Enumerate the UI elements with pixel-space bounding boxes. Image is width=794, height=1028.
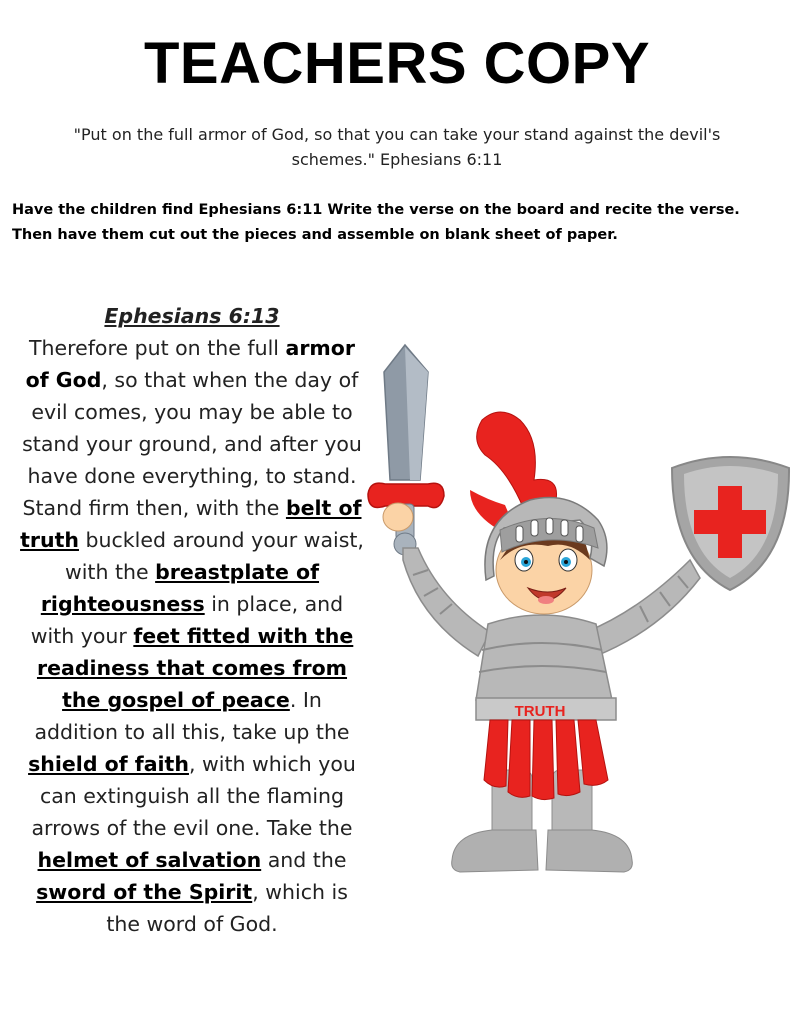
passage-text: Therefore put on the full xyxy=(29,336,286,360)
keyword-breastplate: breastplate of righteousness xyxy=(40,560,320,616)
keyword-sword-of-spirit: sword of the Spirit xyxy=(36,880,253,904)
passage-text: , which is the word of God. xyxy=(106,880,348,936)
instruction-line-2: Then have them cut out the pieces and assemble on blank sheet of paper. xyxy=(12,227,618,243)
belt-label: TRUTH xyxy=(514,703,566,720)
keyword-helmet-of-salvation: helmet of salvation xyxy=(37,848,262,872)
keyword-belt-of-truth: belt of truth xyxy=(20,496,362,552)
left-arm xyxy=(403,548,490,656)
belt-of-truth xyxy=(476,698,616,720)
ephesians-passage xyxy=(18,300,366,940)
page-title: TEACHERS COPY xyxy=(143,31,650,96)
keyword-armor-of-god: armor of God xyxy=(25,336,355,392)
teacher-instructions xyxy=(12,198,792,248)
passage-reference: Ephesians 6:13 xyxy=(104,304,280,328)
knight-illustration xyxy=(360,330,794,890)
passage-text: buckled around your waist, with the xyxy=(64,528,364,584)
keyword-feet: feet fitted with the readiness that comes from the gospel of peace xyxy=(36,624,354,712)
breastplate xyxy=(476,615,612,700)
passage-text: , so that when the day of evil comes, you may be able to stand your ground, and after you have done everything, to stand. Stand firm then, with the xyxy=(22,368,362,520)
passage-text: in place, and with your xyxy=(30,592,344,648)
passage-text: . In addition to all this, take up the xyxy=(34,688,350,744)
instruction-line-1: Have the children find Ephesians 6:11 Write the verse on the board and recite the verse. xyxy=(12,202,740,218)
passage-body xyxy=(18,332,366,940)
sword-icon xyxy=(368,345,444,555)
right-arm xyxy=(586,560,700,656)
passage-text: and the xyxy=(261,848,347,872)
passage-text: , with which you can extinguish all the flaming arrows of the evil one. Take the xyxy=(31,752,356,840)
keyword-shield-of-faith: shield of faith xyxy=(28,752,189,776)
scripture-quote: "Put on the full armor of God, so that you can take your stand against the devil's schemes." Ephesians 6:11 xyxy=(73,125,721,169)
